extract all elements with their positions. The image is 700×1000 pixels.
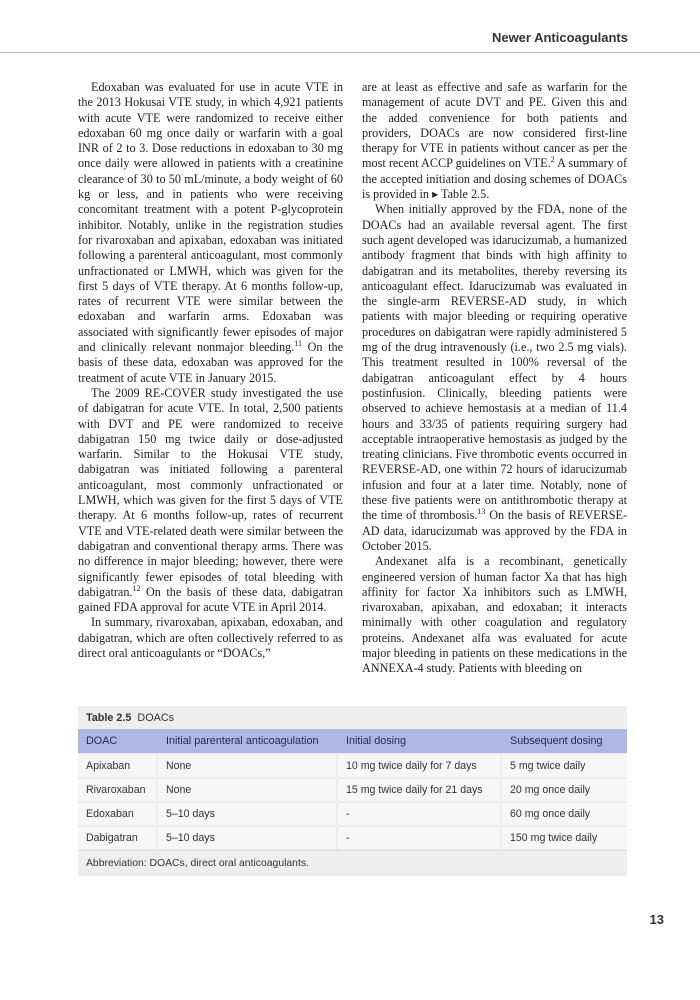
paragraph: Edoxaban was evaluated for use in acute VTE in the 2013 Hokusai VTE study, in which 4,921 patients with acute VTE were randomized to receive either edoxaban 60 mg once daily or warfarin with a goal INR of 2 to 3. Dose reductions in edoxaban to 30 mg once daily were allowed in patients with a creatinine clearance of 30 to 50 mL/minute, a body weight of 60 kg or less, and in patients who were receiving concomitant treatment with a potent P-glycoprotein inhibitor. Notably, unlike in the registration studies for rivaroxaban and apixaban, edoxaban was initiated following a parenteral anticoagulant, most commonly unfractionated or LMWH, which was given for the first 5 days of VTE therapy. At 6 months follow-up, rates of recurrent VTE were similar between the edoxaban and warfarin arms. Edoxaban was associated with significantly fewer episodes of major and clinically relevant nonmajor bleeding.$^{11}$ On the basis of these data, edoxaban was approved for the treatment of acute VTE in January 2015. [78,80,343,385]
table-header-row [78,729,627,753]
table-cell: - [338,825,502,849]
page-number: 13 [649,912,664,927]
table-cell: 5 mg twice daily [502,753,627,777]
column-header: Initial parenteral anticoagulation [158,729,338,753]
table-title: DOACs [137,712,175,724]
dosing-table [78,729,627,849]
table-cell: Apixaban [78,753,158,777]
table-cell: Edoxaban [78,801,158,825]
body-text [78,80,627,677]
running-header [0,0,700,53]
running-head-title: Newer Anticoagulants [491,30,628,45]
column-header: DOAC [78,729,158,753]
reference-marker: 2 [550,155,555,165]
table-caption [78,706,627,729]
table-cell: 20 mg once daily [502,777,627,801]
doac-table [78,706,627,876]
column-header: Initial dosing [338,729,502,753]
table-cell: - [338,801,502,825]
paragraph: When initially approved by the FDA, none of the DOACs had an available reversal agent. The first such agent developed was idarucizumab, a humanized antibody fragment that binds with high affinity to dabigatran and its metabolites, thereby reversing its anticoagulant effect. Idarucizumab was evaluated in the single-arm REVERSE-AD study, in which patients with major bleeding or requiring operative procedures on dabigatran were rapidly administered 5 mg of the drug intravenously (i.e., two 2.5 mg vials). This treatment resulted in 100% reversal of the dabigatran anticoagulant effect by 4 hours postinfusion. Clinically, bleeding patients were observed to achieve hemostasis at a median of 11.4 hours and 33/35 of patients requiring surgery had acceptable intraoperative hemostasis as judged by the treating clinicians. Five thrombotic events occurred in REVERSE-AD, one within 72 hours of idarucizumab infusion and four at a later time. Notably, none of these five patients were on antithrombotic therapy at the time of thrombosis.$^{13}$ On the basis of REVERSE-AD data, idarucizumab was approved by the FDA in October 2015. [362,202,627,553]
table-row [78,801,627,825]
paragraph: Andexanet alfa is a recombinant, genetically engineered version of human factor Xa that has high affinity for factor Xa inhibitors such as LMWH, rivaroxaban, apixaban, and edoxaban; it interacts minimally with other coagulation and regulatory proteins. Andexanet alfa was evaluated for acute major bleeding in patients on these medications in the ANNEXA-4 study. Patients with bleeding on [362,554,627,676]
table-cell: None [158,777,338,801]
table-cell: 60 mg once daily [502,801,627,825]
reference-marker: 13 [477,507,486,517]
table-cell: Rivaroxaban [78,777,158,801]
right-column [362,80,627,677]
table-cell: None [158,753,338,777]
paragraph: are at least as effective and safe as warfarin for the management of acute DVT and PE. Given this and the added convenience for both patients and providers, DOACs are now considered first-line therapy for VTE in patients without cancer as per the most recent ACCP guidelines on VTE.$^2$ A summary of the accepted initiation and dosing schemes of DOACs is provided in ▸ Table 2.5. [362,80,627,202]
table-cell: 5–10 days [158,825,338,849]
table-row [78,753,627,777]
table-cell: Dabigatran [78,825,158,849]
paragraph: In summary, rivaroxaban, apixaban, edoxaban, and dabigatran, which are often collectively referred to as direct oral anticoagulants or “DOACs,” [78,615,343,660]
reference-marker: 12 [132,583,141,593]
column-header: Subsequent dosing [502,729,627,753]
table-label: Table 2.5 [86,712,132,724]
table-footnote: Abbreviation: DOACs, direct oral anticoagulants. [78,849,627,876]
table-cell: 15 mg twice daily for 21 days [338,777,502,801]
table-row [78,777,627,801]
table-cell: 10 mg twice daily for 7 days [338,753,502,777]
table-cell: 5–10 days [158,801,338,825]
table-row [78,825,627,849]
left-column [78,80,343,677]
paragraph: The 2009 RE-COVER study investigated the use of dabigatran for acute VTE. In total, 2,500 patients with DVT and PE were randomized to receive dabigatran 150 mg twice daily or dose-adjusted warfarin. Similar to the Hokusai VTE study, dabigatran was initiated following a parenteral anticoagulant, most commonly unfractionated or LMWH, which was given for the first 5 days of VTE therapy. At 6 months follow-up, rates of recurrent VTE and VTE-related death were similar between the dabigatran and conventional therapy arms. There was no difference in major bleeding; however, there were significantly fewer episodes of total bleeding with dabigatran.$^{12}$ On the basis of these data, dabigatran gained FDA approval for acute VTE in April 2014. [78,385,343,615]
table-cell: 150 mg twice daily [502,825,627,849]
reference-marker: 11 [294,338,302,348]
